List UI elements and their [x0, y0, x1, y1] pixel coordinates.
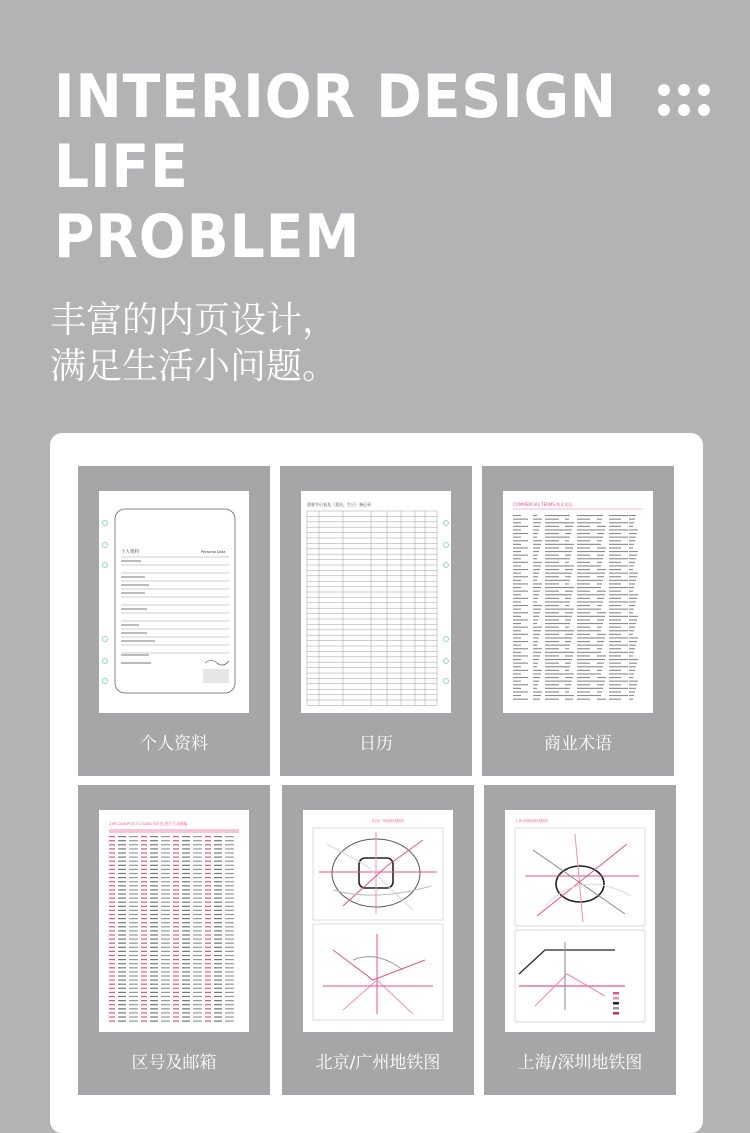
page-preview-beijing-guangzhou-metro	[303, 810, 453, 1032]
hero-subtitle-line-2: 满足生活小问题。	[50, 346, 339, 387]
metro-ss-heading: 上海 深圳地铁线路图	[515, 819, 548, 823]
card-personal-data[interactable]	[78, 466, 270, 776]
page-preview-calendar	[301, 491, 451, 713]
zip-codes-heading: ZIPCODE/POST CODES 国内长途区号及邮编	[109, 821, 188, 826]
card-label-personal-data: 个人资料	[140, 734, 208, 754]
card-beijing-guangzhou-metro[interactable]	[282, 785, 474, 1095]
card-calendar[interactable]	[280, 466, 472, 776]
hero-title-line-3: PROBLEM	[54, 202, 361, 272]
card-shanghai-shenzhen-metro[interactable]	[484, 785, 676, 1095]
hero-title-line-2: LIFE	[54, 132, 189, 202]
page-preview-shanghai-shenzhen-metro	[505, 810, 655, 1032]
page-preview-zip-codes	[99, 810, 249, 1032]
hero-subtitle-line-1: 丰富的内页设计，	[50, 300, 339, 341]
card-label-beijing-guangzhou-metro: 北京/广州地铁图	[315, 1053, 441, 1073]
dots-decoration-icon	[656, 82, 712, 118]
personal-data-heading: 个人资料	[121, 550, 139, 555]
business-terms-heading: COMMERCIAL TERMS 商业术语	[513, 502, 573, 507]
page-preview-business-terms	[503, 491, 653, 713]
page-preview-personal-data	[99, 491, 249, 713]
card-label-zip-codes: 区号及邮箱	[131, 1053, 217, 1073]
metro-bg-heading: 北京/广州地铁线路图	[371, 819, 404, 823]
card-label-calendar: 日历	[359, 734, 393, 754]
calendar-heading: 重要节日表及（喜庆、生日）备记录	[307, 502, 371, 507]
card-zip-codes[interactable]	[78, 785, 270, 1095]
hero-subtitle	[50, 298, 338, 390]
card-label-business-terms: 商业术语	[544, 734, 612, 754]
card-business-terms[interactable]	[482, 466, 674, 776]
card-label-shanghai-shenzhen-metro: 上海/深圳地铁图	[517, 1053, 643, 1073]
personal-data-heading-en: Personal Data	[201, 550, 226, 554]
showcase-panel	[50, 433, 703, 1133]
hero-title	[54, 62, 617, 272]
hero-title-line-1: INTERIOR DESIGN	[54, 62, 617, 132]
